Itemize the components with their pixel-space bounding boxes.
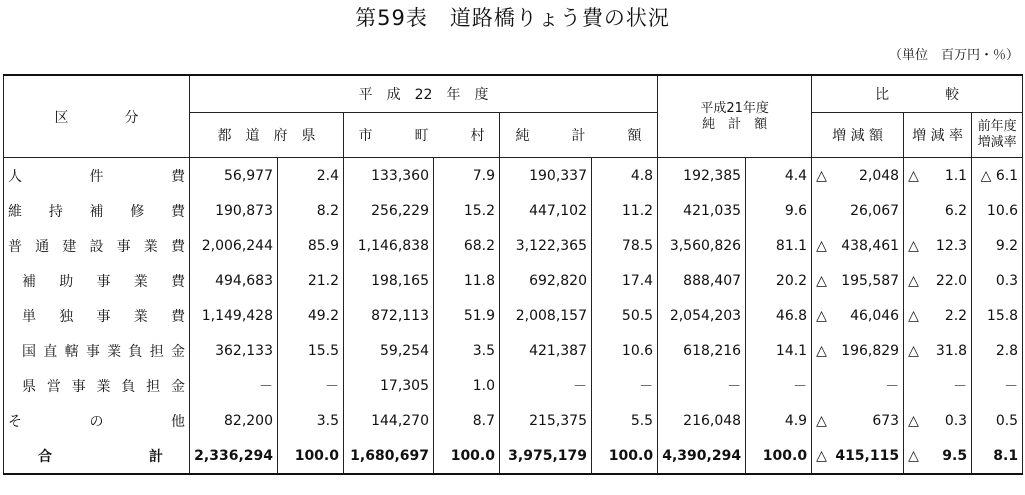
diff-mark: △ (816, 447, 827, 464)
cell-h21-pct: 4.4 (746, 158, 812, 194)
rate-amount: 31.8 (935, 342, 968, 359)
label-char: そ (8, 413, 22, 430)
label-char: 費 (171, 168, 185, 185)
cell-h21-amt: 2,054,203 (658, 298, 746, 333)
diff-mark: △ (816, 237, 827, 254)
label-char: 轄 (64, 343, 79, 360)
cell-h21-amt: 618,216 (658, 333, 746, 368)
table-row (4, 193, 1023, 228)
cell-pref-amt: － (190, 368, 278, 403)
row-label-text (8, 271, 185, 291)
cell-h21-amt: 421,035 (658, 193, 746, 228)
cell-pref-pct: 49.2 (278, 298, 344, 333)
label-char: 担 (149, 343, 164, 360)
diff-value (816, 448, 899, 464)
cell-rate (904, 263, 972, 298)
cell-net-pct: － (592, 368, 658, 403)
cell-diff (812, 368, 904, 403)
cell-net-amt: － (500, 368, 592, 403)
header-muni: 市 町 村 (344, 113, 500, 158)
rate-value (908, 413, 967, 429)
rate-amount: 2.2 (944, 307, 968, 324)
cell-h21-pct: 100.0 (746, 438, 812, 474)
rate-amount: 6.2 (944, 202, 968, 219)
rate-amount: 1.1 (944, 167, 968, 184)
cell-muni-pct: 1.0 (434, 368, 500, 403)
diff-amount: 2,048 (859, 167, 900, 184)
cell-muni-amt: 198,165 (344, 263, 434, 298)
cell-pref-amt: 190,873 (190, 193, 278, 228)
cell-pref-amt: 1,149,428 (190, 298, 278, 333)
header-rate: 増 減 率 (904, 113, 972, 158)
label-char: 独 (59, 308, 74, 325)
row-label (4, 298, 190, 333)
diff-amount: 415,115 (835, 447, 900, 464)
cell-net-pct: 11.2 (592, 193, 658, 228)
diff-mark: △ (816, 167, 827, 184)
cell-diff (812, 263, 904, 298)
diff-value (816, 308, 899, 324)
header-kubun: 区 分 (4, 75, 190, 158)
cell-prev: 0.5 (972, 403, 1023, 438)
header-compare: 比 較 (812, 75, 1023, 113)
label-char: 助 (59, 273, 74, 290)
label-char: 他 (171, 413, 185, 430)
cell-diff (812, 193, 904, 228)
cell-net-amt: 3,122,365 (500, 228, 592, 263)
cell-diff (812, 403, 904, 438)
total-row (4, 438, 1023, 474)
row-label (4, 263, 190, 298)
table-row (4, 298, 1023, 333)
table-row (4, 333, 1023, 368)
header-h21-line2: 純 計 額 (702, 116, 768, 132)
label-char: 営 (46, 378, 61, 395)
diff-value (816, 238, 899, 254)
label-char: 費 (171, 308, 185, 325)
row-label (4, 438, 190, 474)
diff-amount: － (885, 378, 900, 395)
label-char: 業 (133, 308, 148, 325)
cell-muni-pct: 7.9 (434, 158, 500, 194)
cell-prev: 15.8 (972, 298, 1023, 333)
cell-net-amt: 215,375 (500, 403, 592, 438)
rate-mark: △ (908, 272, 919, 289)
cell-net-amt: 190,337 (500, 158, 592, 194)
cell-rate (904, 368, 972, 403)
label-char: 金 (170, 378, 185, 395)
cell-rate (904, 228, 972, 263)
cell-pref-amt: 2,006,244 (190, 228, 278, 263)
cell-prev: － (972, 368, 1023, 403)
cell-muni-amt: 144,270 (344, 403, 434, 438)
cell-diff (812, 228, 904, 263)
cell-diff (812, 438, 904, 474)
label-char: 人 (8, 168, 22, 185)
label-char: 補 (22, 273, 36, 290)
cell-muni-pct: 3.5 (434, 333, 500, 368)
cell-diff (812, 333, 904, 368)
cell-pref-pct: 2.4 (278, 158, 344, 194)
rate-mark: △ (908, 167, 919, 184)
diff-mark: △ (816, 342, 827, 359)
header-prev-line1: 前年度 (977, 119, 1017, 134)
cell-net-pct: 17.4 (592, 263, 658, 298)
cell-h21-pct: 9.6 (746, 193, 812, 228)
rate-value (908, 168, 967, 184)
cell-prev: 0.3 (972, 263, 1023, 298)
cell-prev: 10.6 (972, 193, 1023, 228)
unit-note: （単位 百万円・％） (888, 48, 1019, 63)
cell-net-amt: 692,820 (500, 263, 592, 298)
cell-muni-amt: 256,229 (344, 193, 434, 228)
label-char: 事 (96, 308, 111, 325)
cell-net-pct: 100.0 (592, 438, 658, 474)
cell-h21-amt: 3,560,826 (658, 228, 746, 263)
cell-pref-pct: 100.0 (278, 438, 344, 474)
cell-muni-amt: 872,113 (344, 298, 434, 333)
label-char: 合 (38, 448, 52, 465)
label-char: 業 (133, 273, 148, 290)
row-label (4, 158, 190, 194)
cell-pref-pct: － (278, 368, 344, 403)
table-title: 第59表 道路橋りょう費の状況 (355, 6, 670, 30)
cell-rate (904, 193, 972, 228)
row-label-text (8, 201, 185, 221)
cell-h21-pct: 81.1 (746, 228, 812, 263)
cell-pref-pct: 8.2 (278, 193, 344, 228)
label-char: の (89, 413, 104, 430)
table-row (4, 263, 1023, 298)
header-diff: 増 減 額 (812, 113, 904, 158)
rate-mark: △ (908, 237, 919, 254)
cell-net-pct: 50.5 (592, 298, 658, 333)
cell-muni-amt: 133,360 (344, 158, 434, 194)
cell-pref-pct: 15.5 (278, 333, 344, 368)
rate-amount: 12.3 (935, 237, 968, 254)
label-char: 単 (22, 308, 36, 325)
row-label (4, 403, 190, 438)
cell-net-pct: 78.5 (592, 228, 658, 263)
rate-value (908, 448, 967, 464)
cell-rate (904, 158, 972, 194)
header-net: 純 計 額 (500, 113, 658, 158)
label-char: 持 (48, 203, 63, 220)
cell-pref-amt: 56,977 (190, 158, 278, 194)
road-bridge-expense-table (3, 74, 1023, 475)
label-char: 事 (96, 273, 111, 290)
cell-muni-amt: 1,146,838 (344, 228, 434, 263)
label-char: 直 (43, 343, 58, 360)
diff-value (816, 168, 899, 184)
table-row (4, 228, 1023, 263)
diff-value (816, 273, 899, 289)
cell-h21-amt: 4,390,294 (658, 438, 746, 474)
label-char: 業 (143, 238, 158, 255)
rate-amount: 0.3 (944, 412, 968, 429)
rate-value (908, 273, 967, 289)
table-row (4, 368, 1023, 403)
header-prev (972, 113, 1023, 158)
cell-h21-pct: 46.8 (746, 298, 812, 333)
rate-mark: △ (908, 342, 919, 359)
cell-rate (904, 403, 972, 438)
rate-value (908, 203, 967, 219)
label-char: 計 (149, 448, 163, 465)
label-char: 費 (170, 238, 185, 255)
row-label (4, 193, 190, 228)
row-label-text (8, 166, 185, 186)
label-char: 負 (121, 378, 136, 395)
label-char: 事 (71, 378, 86, 395)
cell-muni-pct: 8.7 (434, 403, 500, 438)
label-char: 県 (22, 378, 36, 395)
cell-pref-amt: 2,336,294 (190, 438, 278, 474)
cell-net-pct: 4.8 (592, 158, 658, 194)
cell-diff (812, 298, 904, 333)
label-char: 補 (89, 203, 104, 220)
table-row (4, 158, 1023, 194)
rate-amount: 9.5 (942, 447, 968, 464)
diff-amount: 195,587 (841, 272, 900, 289)
row-label-text (8, 236, 185, 256)
cell-h21-amt: － (658, 368, 746, 403)
label-char: 通 (35, 238, 50, 255)
label-char: 維 (8, 203, 22, 220)
cell-prev: 2.8 (972, 333, 1023, 368)
cell-pref-pct: 3.5 (278, 403, 344, 438)
cell-h21-pct: 4.9 (746, 403, 812, 438)
diff-amount: 438,461 (841, 237, 900, 254)
cell-h21-amt: 216,048 (658, 403, 746, 438)
label-char: 国 (22, 343, 36, 360)
cell-net-pct: 5.5 (592, 403, 658, 438)
header-h21 (658, 75, 812, 158)
rate-value (908, 376, 967, 396)
cell-h21-pct: 20.2 (746, 263, 812, 298)
cell-muni-pct: 15.2 (434, 193, 500, 228)
cell-pref-pct: 21.2 (278, 263, 344, 298)
cell-net-amt: 421,387 (500, 333, 592, 368)
rate-mark: △ (908, 412, 919, 429)
cell-net-amt: 447,102 (500, 193, 592, 228)
rate-amount: 22.0 (935, 272, 968, 289)
cell-net-amt: 3,975,179 (500, 438, 592, 474)
cell-muni-amt: 1,680,697 (344, 438, 434, 474)
cell-diff (812, 158, 904, 194)
diff-amount: 196,829 (841, 342, 900, 359)
cell-prev: △ 6.1 (972, 158, 1023, 194)
label-char: 事 (85, 343, 100, 360)
label-char: 負 (128, 343, 143, 360)
header-prev-line2: 増減率 (977, 135, 1017, 150)
header-pref: 都 道 府 県 (190, 113, 344, 158)
row-label-text (8, 341, 185, 361)
cell-muni-pct: 11.8 (434, 263, 500, 298)
row-label-text (8, 411, 185, 431)
cell-h21-amt: 192,385 (658, 158, 746, 194)
cell-muni-pct: 68.2 (434, 228, 500, 263)
cell-h21-amt: 888,407 (658, 263, 746, 298)
cell-pref-amt: 82,200 (190, 403, 278, 438)
diff-mark: △ (816, 412, 827, 429)
label-char: 普 (8, 238, 22, 255)
cell-pref-amt: 494,683 (190, 263, 278, 298)
label-char: 件 (89, 168, 104, 185)
header-h22: 平 成 22 年 度 (190, 75, 658, 113)
label-char: 金 (170, 343, 185, 360)
rate-mark: △ (908, 307, 919, 324)
label-char: 修 (130, 203, 145, 220)
rate-value (908, 308, 967, 324)
label-char: 費 (171, 203, 185, 220)
diff-value (816, 203, 899, 219)
header-h21-line1: 平成21年度 (700, 100, 769, 116)
cell-h21-pct: － (746, 368, 812, 403)
label-char: 事 (116, 238, 131, 255)
diff-mark: △ (816, 307, 827, 324)
rate-value (908, 343, 967, 359)
label-char: 業 (96, 378, 111, 395)
cell-muni-amt: 59,254 (344, 333, 434, 368)
diff-mark: △ (816, 272, 827, 289)
diff-amount: 26,067 (850, 202, 900, 219)
label-char: 費 (171, 273, 185, 290)
row-label-text (8, 306, 185, 326)
label-char: 業 (107, 343, 122, 360)
rate-value (908, 238, 967, 254)
label-char: 建 (62, 238, 77, 255)
diff-amount: 673 (872, 412, 900, 429)
row-label (4, 333, 190, 368)
row-label-text (8, 446, 185, 466)
row-label (4, 228, 190, 263)
diff-value (816, 376, 899, 396)
cell-pref-amt: 362,133 (190, 333, 278, 368)
label-char: 設 (89, 238, 104, 255)
cell-rate (904, 298, 972, 333)
cell-prev: 9.2 (972, 228, 1023, 263)
cell-rate (904, 333, 972, 368)
cell-h21-pct: 14.1 (746, 333, 812, 368)
diff-value (816, 343, 899, 359)
cell-pref-pct: 85.9 (278, 228, 344, 263)
cell-muni-amt: 17,305 (344, 368, 434, 403)
table-row (4, 403, 1023, 438)
row-label-text (8, 376, 185, 396)
rate-amount: － (953, 378, 968, 395)
cell-muni-pct: 51.9 (434, 298, 500, 333)
cell-rate (904, 438, 972, 474)
label-char: 担 (146, 378, 161, 395)
diff-value (816, 413, 899, 429)
row-label (4, 368, 190, 403)
cell-prev: 8.1 (972, 438, 1023, 474)
diff-amount: 46,046 (850, 307, 900, 324)
cell-net-amt: 2,008,157 (500, 298, 592, 333)
rate-mark: △ (908, 447, 919, 464)
cell-net-pct: 10.6 (592, 333, 658, 368)
cell-muni-pct: 100.0 (434, 438, 500, 474)
